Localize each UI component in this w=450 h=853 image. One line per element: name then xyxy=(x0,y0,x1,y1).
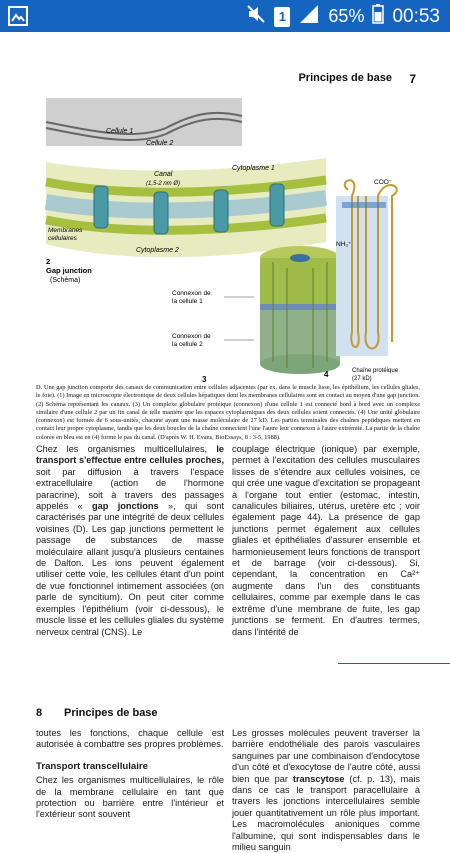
label-canal: Canal xyxy=(154,171,173,178)
page-title: Principes de base xyxy=(298,72,392,84)
mute-icon xyxy=(246,4,266,29)
body-column-right xyxy=(232,444,420,638)
page2-intro: toutes les fonctions, chaque cellule est autorisée à combattre ses propres problèmes. xyxy=(36,728,224,750)
gap-junction-figure xyxy=(36,92,420,384)
text-run: couplage électrique (ionique) par exemple, permet à l'excitation des cellules musculaires lisses de s'étendre aux cellules voisines, ce qui crée une vague d'excitation se propageant à l'organe tout entier (estomac, intestin, canalicules biliaires, utérus, uretère etc ; voir également page 44). La présence de gap junctions permet également aux cellules gliales et épithéliales d'assurer ensemble et harmonieusement leurs fonctions de transport et de barrage (voir ci-dessous). Si, cependant, la concentration en Ca²⁺ augmente dans l'un des constituants cellulaires, comme par exemple dans le cas extrême d'une membrane de fuite, les gap junctions se ferment. En d'autres termes, dans l'intérité de xyxy=(232,444,420,637)
label-connexon2-2: la cellule 2 xyxy=(172,341,203,348)
label-panel2-number: 2 xyxy=(46,257,51,266)
text-run: Les grosses molécules peuvent traverser la barrière endothéliale des parois vasculaires sanguines par une combinaison d'endocytose d'un côté et d'exocytose de l'autre côté, aussi bien que par xyxy=(232,728,420,784)
label-gap-sub: (Schéma) xyxy=(50,277,81,284)
page2-column-left xyxy=(36,728,224,821)
label-membranes-1: Membranes xyxy=(48,227,83,234)
body-column-left xyxy=(36,444,224,638)
bold-text-run: gap jonctions xyxy=(92,501,159,512)
section-heading: Transport transcellulaire xyxy=(36,760,148,772)
sim-icon xyxy=(274,7,290,27)
page-divider xyxy=(338,663,450,664)
clock: 00:53 xyxy=(392,5,440,27)
page2-column-right xyxy=(232,728,420,853)
label-protein-2: (27 kD) xyxy=(352,376,372,382)
protein-chain-panel xyxy=(336,180,397,356)
page2-title: Principes de base xyxy=(64,707,158,719)
label-connexon2-1: Connexon de xyxy=(172,333,211,340)
label-cytoplasm2: Cytoplasme 2 xyxy=(136,247,179,254)
label-panel3: 3 xyxy=(202,375,207,384)
label-nh3: NH₃⁺ xyxy=(336,241,352,248)
label-protein-1: Chaîne protéique xyxy=(352,368,399,374)
document-reader[interactable] xyxy=(0,32,450,853)
label-membranes-2: cellulaires xyxy=(48,235,77,242)
label-panel4: 4 xyxy=(324,370,329,379)
page2-number: 8 xyxy=(36,707,43,719)
bold-text-run: le transport s'effectue entre cellules proches, xyxy=(36,444,224,466)
page-number: 7 xyxy=(409,72,416,86)
connexon-panel xyxy=(260,246,340,374)
label-canal-size: (1,5-2 nm Ø) xyxy=(146,181,181,187)
label-coo: COO⁻ xyxy=(374,179,393,186)
label-connexon1-1: Connexon de xyxy=(172,290,211,297)
battery-icon xyxy=(372,4,384,29)
label-cell2: Cellule 2 xyxy=(146,140,174,147)
text-run: Chez les organismes multicellulaires, xyxy=(36,444,217,454)
label-cell1: Cellule 1 xyxy=(106,128,134,135)
text-run: soit par diffusion à travers l'espace extracellulaire (action de l'hormone paracrine), soit à travers des passages appelés « xyxy=(36,466,224,512)
sim-badge: 1 xyxy=(278,8,287,24)
status-bar xyxy=(0,0,450,32)
text-run: (cf. p. 13), mais dans ce cas le transport paracellulaire à travers les jonctions intercellulaires semble jouer quantitativement un rôle plus important. Les macromolécules anioniques comme l'albumine, qui sont indispensables dans le milieu sanguin xyxy=(232,773,420,853)
page2-left-body: Chez les organismes multicellulaires, le rôle de la membrane cellulaire en tant que protection ou barrière entre l'intérieur et l'extérieur sont souvent xyxy=(36,775,224,820)
battery-percent: 65% xyxy=(328,6,365,26)
label-gap-title: Gap junction xyxy=(46,266,92,275)
text-run: », qui sont caractérisés par une intégrité de deux cellules voisines (D). Les gap junctions permettent le passage de substances de masse moléculaire allant jusqu'à plusieurs centaines de Dalton. Les ions peuvent également utiliser cette voie, les cellules étant d'un point de vue fonctionnel intimement associées (on parle de syncitium). On peut citer comme exemples l'épithélium (voir ci-dessous), le muscle lisse et les cellules gliales du système nerveux central (CNS). Le xyxy=(36,501,225,637)
figure-illustration xyxy=(36,92,420,384)
label-connexon1-2: la cellule 1 xyxy=(172,298,203,305)
bold-text-run: transcytose xyxy=(292,773,345,784)
signal-icon xyxy=(298,4,320,29)
label-cytoplasm1: Cytoplasme 1 xyxy=(232,165,275,172)
figure-caption: D. Une gap junction comporte des canaux de communication entre cellules adjacentes (par ex. dans le muscle lisse, les épithélium, les cellules gliales, le foie). (1) Image en microscopie électronique de deux cellules hépatiques dont les membranes cellulaires sont en contact au moyen d'une gap junction. (2) Schéma représentant les canaux. (3) Un complexe globulaire protéique (connexon) d'une cellule 1 est connecté bord à bord avec un complexe similaire d'une cellule 2 par un fin canal de telle manière que les espaces cytoplasmiques des deux cellules soient connectés. (4) Une unité globulaire (connexon) est formée de 6 sous-unités, chacune ayant une masse moléculaire de 27 kD. Les parties terminales des chaînes peptidiques mettent en contact leur propre cytoplasme, tandis que les deux boucles de la chaîne connectent l'une l'autre leur connexon à l'autre extrémité. La partie de la chaîne colorée en bleu est en (4) forme le pas du canal. (D'après W. H. Evans, BioEssays, 8 : 3-5, 1988). xyxy=(36,384,420,441)
gallery-icon xyxy=(8,6,28,31)
